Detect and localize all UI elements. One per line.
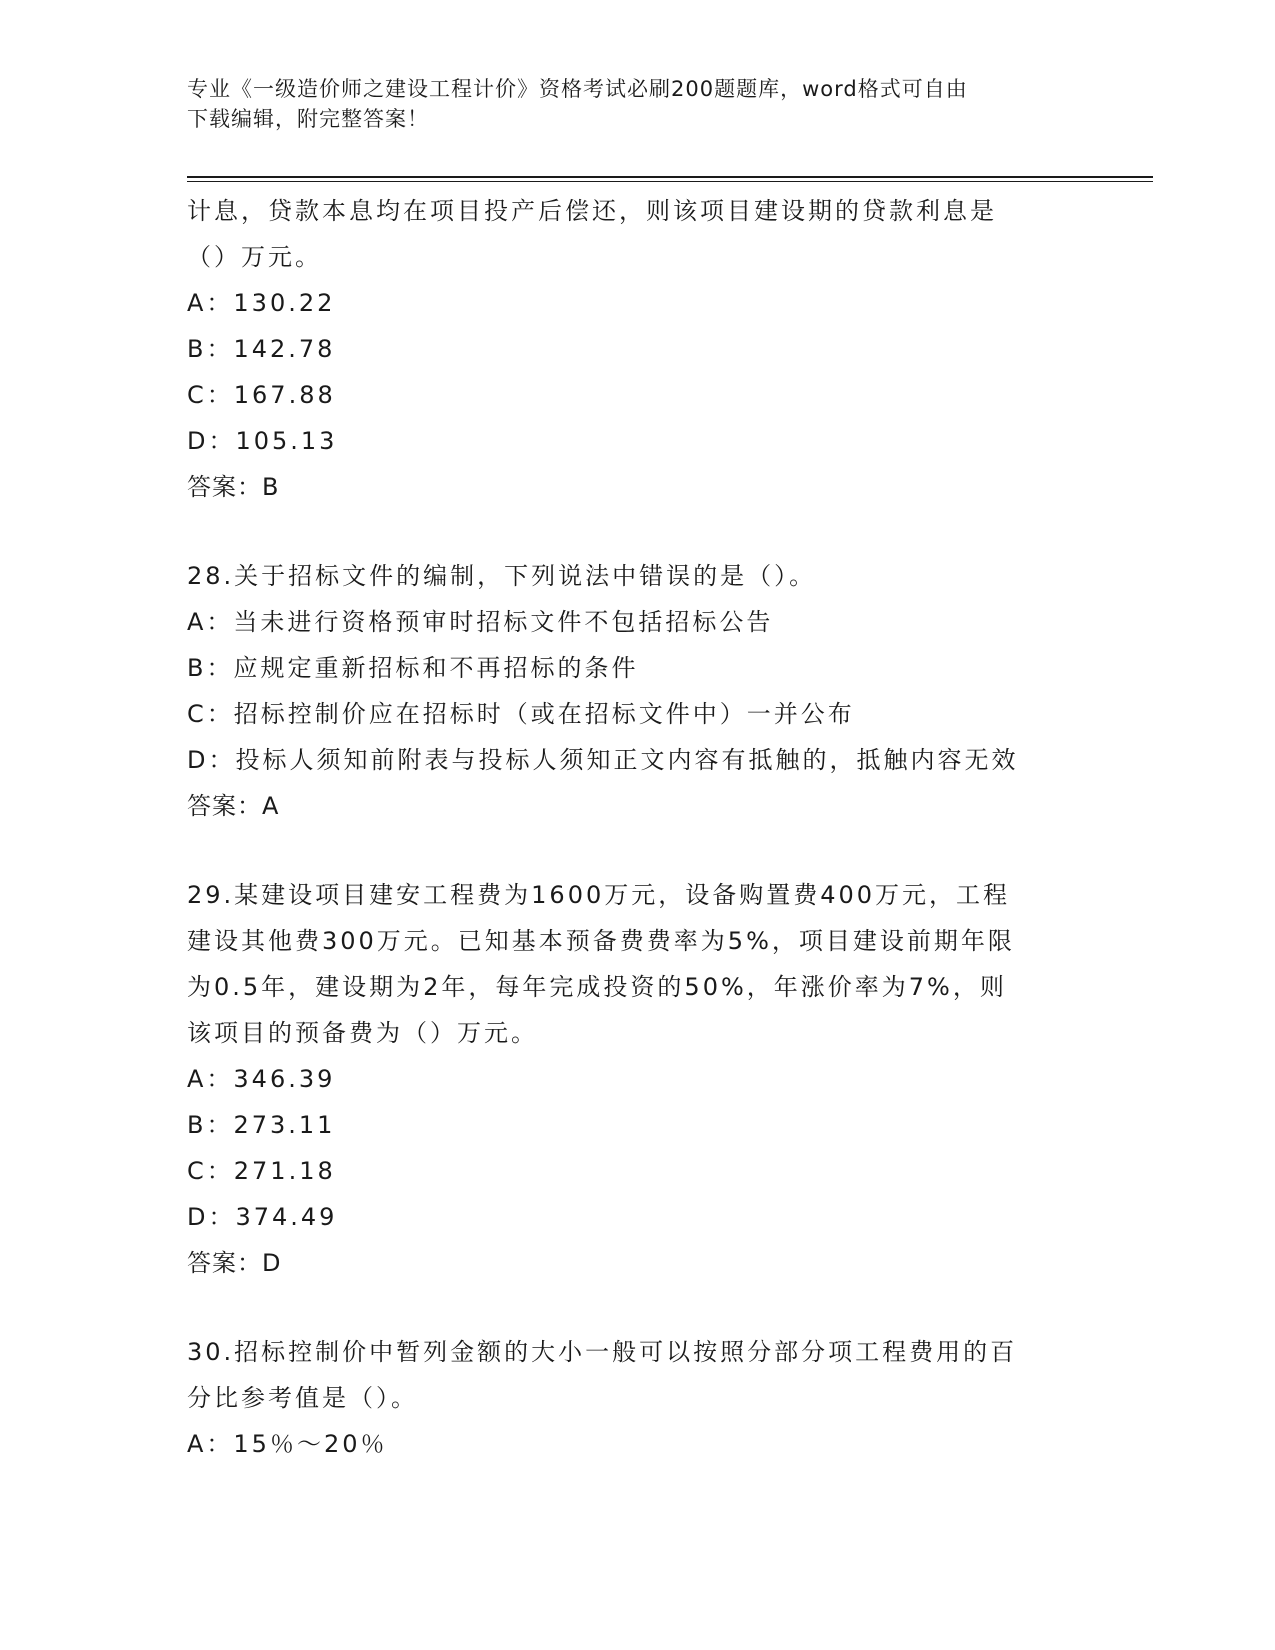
question-stem-line: 该项目的预备费为（）万元。: [187, 1019, 538, 1047]
question-stem-line: 建设其他费300万元。已知基本预备费费率为5%，项目建设前期年限: [187, 927, 1015, 955]
option-b: B：应规定重新招标和不再招标的条件: [187, 654, 639, 682]
question-content: [187, 188, 1087, 1467]
question-stem-line: 30.招标控制价中暂列金额的大小一般可以按照分部分项工程费用的百: [187, 1338, 1018, 1366]
option-a: A：当未进行资格预审时招标文件不包括招标公告: [187, 608, 774, 636]
question-stem-line: 28.关于招标文件的编制，下列说法中错误的是（）。: [187, 562, 817, 590]
answer-line: 答案：D: [187, 1249, 282, 1277]
question-29: [187, 872, 1087, 1286]
answer-line: 答案：B: [187, 473, 280, 501]
question-spacer: [187, 829, 1087, 872]
question-stem-line: 分比参考值是（）。: [187, 1384, 418, 1412]
question-28: [187, 553, 1087, 829]
option-d: D：374.49: [187, 1203, 338, 1231]
option-a: A：130.22: [187, 289, 336, 317]
option-c: C：271.18: [187, 1157, 336, 1185]
question-stem-line: 29.某建设项目建安工程费为1600万元，设备购置费400万元，工程: [187, 881, 1011, 909]
question-spacer: [187, 510, 1087, 553]
header-divider-thick: [187, 176, 1153, 178]
header-divider-thin: [187, 181, 1153, 182]
option-a: A：15％～20％: [187, 1430, 388, 1458]
question-stem-line: （）万元。: [187, 243, 322, 271]
header-line-1: 专业《一级造价师之建设工程计价》资格考试必刷200题题库，word格式可自由: [187, 77, 968, 101]
option-c: C：招标控制价应在招标时（或在招标文件中）一并公布: [187, 700, 855, 728]
document-header: [187, 74, 1067, 134]
answer-line: 答案：A: [187, 792, 280, 820]
option-b: B：273.11: [187, 1111, 336, 1139]
question-stem-line: 为0.5年，建设期为2年，每年完成投资的50%，年涨价率为7%，则: [187, 973, 1007, 1001]
question-stem-line: 计息，贷款本息均在项目投产后偿还，则该项目建设期的贷款利息是: [187, 197, 997, 225]
option-c: C：167.88: [187, 381, 336, 409]
question-spacer: [187, 1286, 1087, 1329]
question-27: [187, 188, 1087, 510]
option-b: B：142.78: [187, 335, 336, 363]
option-d: D：105.13: [187, 427, 338, 455]
header-line-2: 下载编辑，附完整答案！: [187, 107, 429, 131]
option-a: A：346.39: [187, 1065, 336, 1093]
question-30: [187, 1329, 1087, 1467]
option-d: D：投标人须知前附表与投标人须知正文内容有抵触的，抵触内容无效: [187, 746, 1019, 774]
